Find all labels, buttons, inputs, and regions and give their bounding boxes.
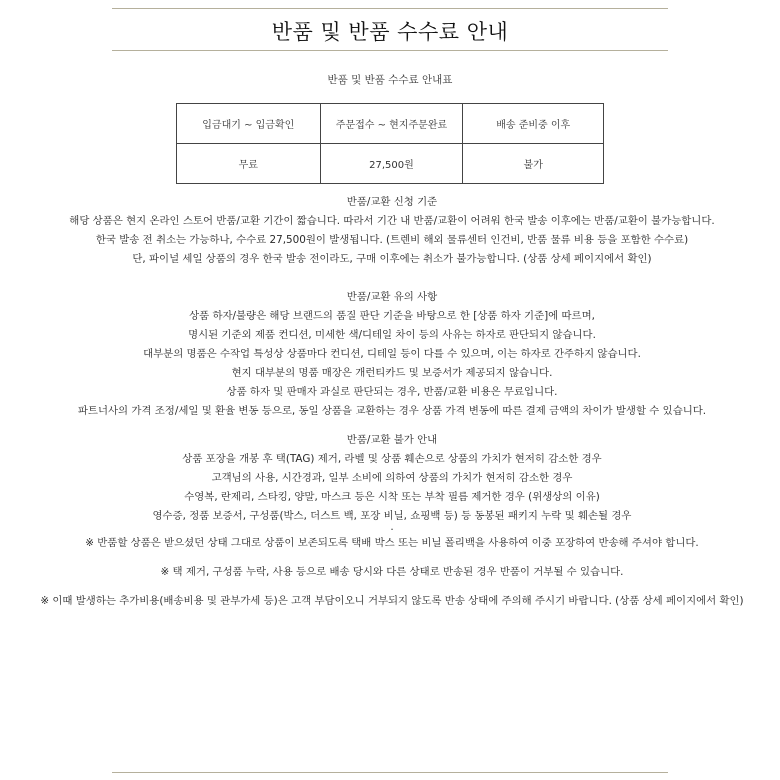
policy-line: 현지 대부분의 명품 매장은 개런티카드 및 보증서가 제공되지 않습니다.: [231, 367, 553, 379]
table-cell: 무료: [177, 144, 321, 184]
table-cell: 불가: [463, 144, 604, 184]
note-line: ※ 택 제거, 구성품 누락, 사용 등으로 배송 당시와 다른 상태로 반송된 경우 반품이 거부될 수 있습니다.: [160, 566, 624, 578]
policy-line: 해당 상품은 현지 온라인 스토어 반품/교환 기간이 짧습니다. 따라서 기간 내 반품/교환이 어려워 한국 발송 이후에는 반품/교환이 불가능합니다.: [69, 215, 715, 227]
policy-line: 고객님의 사용, 시간경과, 일부 소비에 의하여 상품의 가치가 현저히 감소한 경우: [211, 472, 573, 484]
policy-line: 상품 하자/불량은 해당 브랜드의 품질 판단 기준을 바탕으로 한 [상품 하자 기준]에 따르며,: [189, 310, 595, 322]
policy-line: 파트너사의 가격 조정/세일 및 환율 변동 등으로, 동일 상품을 교환하는 경우 상품 가격 변동에 따른 결제 금액의 차이가 발생할 수 있습니다.: [77, 405, 707, 417]
policy-line: 상품 하자 및 판매자 과실로 판단되는 경우, 반품/교환 비용은 무료입니다.: [226, 386, 558, 398]
table-row: [177, 144, 604, 184]
table-caption: 반품 및 반품 수수료 안내표: [327, 74, 453, 86]
note-line: ※ 반품할 상품은 받으셨던 상태 그대로 상품이 보존되도록 택배 박스 또는 비닐 폴리백을 사용하여 이중 포장하여 반송해 주셔야 합니다.: [85, 537, 699, 549]
bottom-divider: [112, 772, 668, 773]
table-header-cell: 주문접수 ~ 현지주문완료: [320, 104, 463, 144]
policy-content: [28, 193, 756, 611]
table-header-row: [177, 104, 604, 144]
table-cell: 27,500원: [320, 144, 463, 184]
fee-table: [176, 103, 604, 184]
policy-line: 수영복, 란제리, 스타킹, 양말, 마스크 등은 시착 또는 부착 필름 제거한 경우 (위생상의 이유): [184, 491, 600, 503]
policy-line: 단, 파이널 세일 상품의 경우 한국 발송 전이라도, 구매 이후에는 취소가 불가능합니다. (상품 상세 페이지에서 확인): [132, 253, 652, 265]
policy-line: 영수증, 정품 보증서, 구성품(박스, 더스트 백, 포장 비닐, 쇼핑백 등) 등 동봉된 패키지 누락 및 훼손될 경우: [152, 510, 632, 522]
section-title-impossible: 반품/교환 불가 안내: [346, 434, 438, 446]
section-title-request: 반품/교환 신청 기준: [346, 196, 438, 208]
policy-line: 상품 포장을 개봉 후 택(TAG) 제거, 라벨 및 상품 훼손으로 상품의 가치가 현저히 감소한 경우: [182, 453, 602, 465]
table-header-cell: 배송 준비중 이후: [463, 104, 604, 144]
section-title-caution: 반품/교환 유의 사항: [346, 291, 438, 303]
policy-line: 한국 발송 전 취소는 가능하나, 수수료 27,500원이 발생됩니다. (트렌비 해외 물류센터 인건비, 반품 물류 비용 등을 포함한 수수료): [95, 234, 689, 246]
title-divider: [112, 50, 668, 51]
top-divider: [112, 8, 668, 9]
note-line: ※ 이때 발생하는 추가비용(배송비용 및 관부가세 등)은 고객 부담이오니 거부되지 않도록 반송 상태에 주의해 주시기 바랍니다. (상품 상세 페이지에서 확인): [40, 595, 744, 607]
table-header-cell: 입금대기 ~ 입금확인: [177, 104, 321, 144]
policy-line: 명시된 기준외 제품 컨디션, 미세한 색/디테일 차이 등의 사유는 하자로 판단되지 않습니다.: [188, 329, 596, 341]
bullet-dot: ·: [390, 524, 394, 536]
policy-line: 대부분의 명품은 수작업 특성상 상품마다 컨디션, 디테일 등이 다를 수 있으며, 이는 하자로 간주하지 않습니다.: [143, 348, 641, 360]
page-title: 반품 및 반품 수수료 안내: [271, 20, 509, 44]
